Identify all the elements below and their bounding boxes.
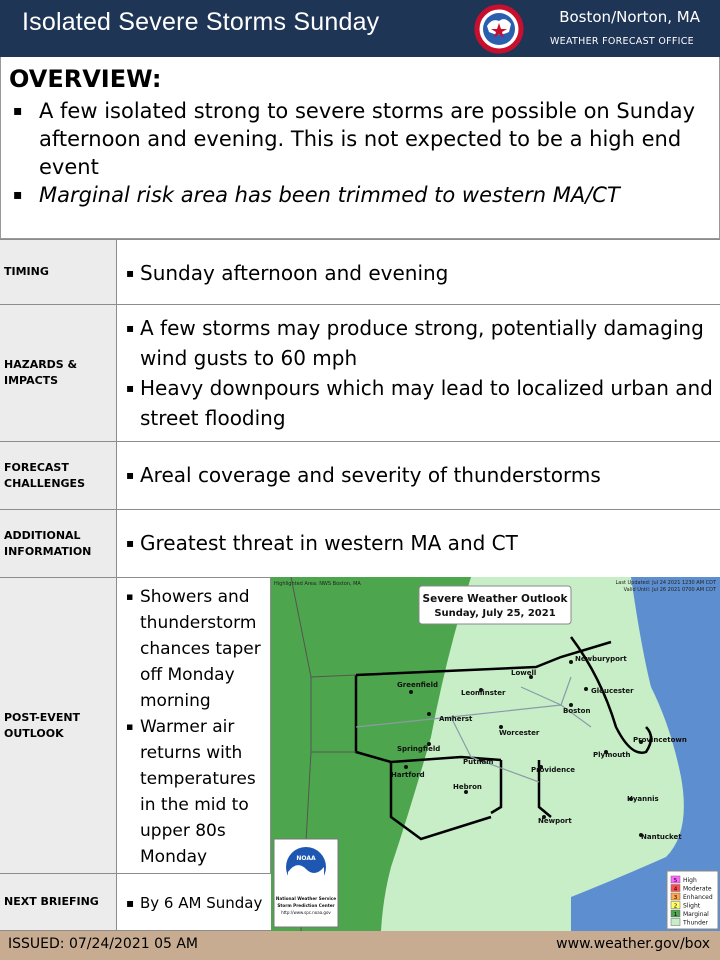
overview-bullet: ▪ Marginal risk area has been trimmed to western MA/CT [13, 183, 620, 207]
overview-title: OVERVIEW: [9, 65, 162, 93]
svg-text:Providence: Providence [531, 766, 575, 774]
svg-text:Provincetown: Provincetown [633, 736, 687, 744]
svg-text:Leominster: Leominster [461, 689, 506, 697]
row-label: NEXT BRIEFING [0, 874, 117, 930]
issued-timestamp: ISSUED: 07/24/2021 05 AM [8, 936, 199, 952]
row-content [118, 442, 720, 509]
legend-number: 1 [673, 911, 678, 918]
office-subtitle: WEATHER FORECAST OFFICE [549, 36, 694, 47]
page-title: Isolated Severe Storms Sunday [22, 8, 380, 36]
row-label: POST-EVENT OUTLOOK [0, 578, 117, 873]
legend-number: 3 [673, 894, 678, 901]
svg-text:Putnam: Putnam [463, 758, 494, 766]
svg-text:Gloucester: Gloucester [591, 687, 634, 695]
nws-logo [474, 4, 524, 54]
legend-number: 2 [673, 903, 678, 910]
legend-swatch [671, 919, 680, 926]
legend-label: Slight [683, 902, 701, 910]
svg-text:Newburyport: Newburyport [575, 655, 627, 663]
svg-text:Newport: Newport [538, 817, 572, 825]
list-item: ▪ Heavy downpours which may lead to localized urban and street flooding [126, 376, 713, 430]
noaa-logo-box [274, 839, 338, 927]
list-item: ▪ A few storms may produce strong, potentially damaging wind gusts to 60 mph [126, 316, 704, 370]
svg-text:Worcester: Worcester [499, 729, 540, 737]
legend-label: Enhanced [683, 894, 713, 901]
map-updated-text: Last Updated: Jul 24 2021 1230 AM CDT [615, 580, 716, 586]
header-bar [0, 0, 720, 57]
svg-text:Storm Prediction Center: Storm Prediction Center [277, 903, 335, 908]
footer-bar [0, 931, 720, 960]
website-link[interactable]: www.weather.gov/box [556, 936, 710, 952]
additional-info-row [0, 509, 720, 577]
svg-text:Boston: Boston [563, 707, 591, 715]
hazards-row [0, 304, 720, 441]
legend-number: 5 [673, 877, 678, 884]
map-title: Severe Weather Outlook [422, 593, 568, 605]
list-item: ▪ Showers and thunderstorm chances taper off Monday morning [126, 587, 261, 711]
list-item: ▪ Areal coverage and severity of thunderstorms [126, 463, 601, 487]
legend-label: Marginal [683, 911, 709, 918]
legend-number: 4 [673, 886, 678, 893]
svg-text:http://www.spc.noaa.gov: http://www.spc.noaa.gov [281, 910, 331, 915]
overview-list [13, 97, 713, 209]
legend-label: Thunder [683, 919, 709, 927]
svg-text:Hyannis: Hyannis [627, 795, 659, 803]
svg-text:Plymouth: Plymouth [593, 751, 631, 759]
row-content [118, 305, 720, 441]
overview-bullet: ▪ A few isolated strong to severe storms are possible on Sunday afternoon and evening. This is not expected to be a high end event [13, 99, 695, 179]
map-date: Sunday, July 25, 2021 [434, 608, 556, 619]
overview-section [0, 57, 720, 239]
list-item: ▪ Warmer air returns with temperatures in the mid to upper 80s Monday [126, 717, 256, 867]
outlook-map-svg [271, 577, 720, 931]
svg-text:Springfield: Springfield [397, 745, 441, 753]
svg-text:Greenfield: Greenfield [397, 681, 439, 689]
map-valid-text: Valid Until: Jul 26 2021 0700 AM CDT [623, 587, 716, 593]
map-legend [667, 871, 718, 929]
row-label: HAZARDS & IMPACTS [0, 305, 117, 441]
timing-row [0, 239, 720, 304]
svg-text:NOAA: NOAA [296, 855, 316, 862]
outlook-map [271, 577, 720, 931]
row-label: FORECAST CHALLENGES [0, 442, 117, 509]
list-item: ▪ Greatest threat in western MA and CT [126, 531, 518, 555]
svg-text:Nantucket: Nantucket [641, 833, 682, 841]
row-label: ADDITIONAL INFORMATION [0, 510, 117, 577]
legend-label: High [683, 877, 697, 884]
legend-label: Moderate [683, 885, 712, 893]
svg-text:Hebron: Hebron [453, 783, 482, 791]
row-label: TIMING [0, 240, 117, 304]
row-content [118, 874, 271, 930]
forecast-challenges-row [0, 441, 720, 509]
row-content [118, 240, 720, 304]
row-content [118, 578, 271, 873]
svg-text:Lowell: Lowell [511, 669, 537, 677]
svg-text:Hartford: Hartford [391, 771, 425, 779]
list-item: ▪ By 6 AM Sunday [126, 894, 263, 912]
list-item: ▪ Sunday afternoon and evening [126, 261, 449, 285]
office-city: Boston/Norton, MA [559, 8, 700, 26]
row-content [118, 510, 720, 577]
svg-text:Amherst: Amherst [439, 715, 473, 723]
map-highlighted-text: Highlighted Area: NWS Boston, MA [274, 581, 361, 587]
svg-text:National Weather Service: National Weather Service [275, 896, 337, 901]
